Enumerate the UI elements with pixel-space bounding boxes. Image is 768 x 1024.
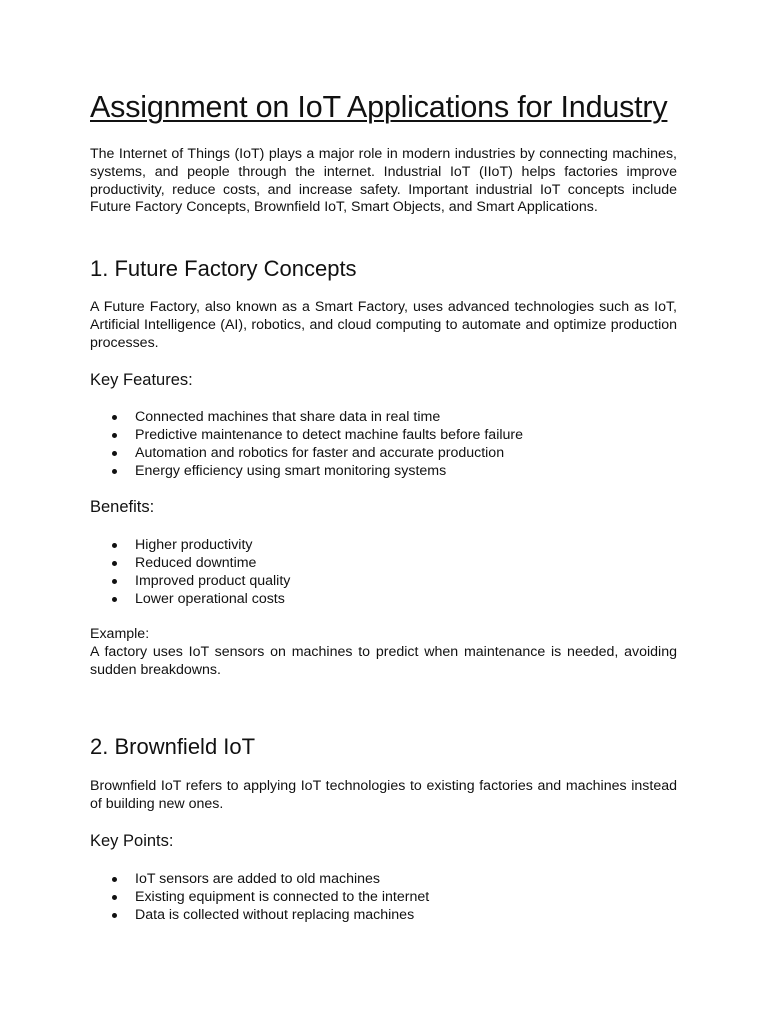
document-page (90, 0, 677, 1024)
bullet-icon (112, 561, 117, 566)
bullet-icon (112, 895, 117, 900)
list-item (90, 590, 290, 608)
list-item (90, 426, 523, 444)
document-title: Assignment on IoT Applications for Industry (90, 90, 668, 124)
key-points-list (90, 870, 429, 924)
bullet-icon (112, 877, 117, 882)
list-item (90, 870, 429, 888)
bullet-icon (112, 469, 117, 474)
list-item (90, 906, 429, 924)
list-item-text: Predictive maintenance to detect machine faults before failure (135, 427, 524, 443)
section-1-body: A Future Factory, also known as a Smart Factory, uses advanced technologies such as IoT, Artificial Intelligence (AI), robotics, and cloud computing to automate and optimize production processes. (90, 299, 677, 351)
intro-paragraph: The Internet of Things (IoT) plays a major role in modern industries by connecting machines, systems, and people through the internet. Industrial IoT (IIoT) helps factories improve productivity, reduce costs, and increase safety. Important industrial IoT concepts include Future Factory Concepts, Brownfield IoT, Smart Objects, and Smart Applications. (90, 146, 677, 216)
list-item-text: Existing equipment is connected to the internet (135, 889, 430, 905)
example-text: A factory uses IoT sensors on machines to predict when maintenance is needed, avoiding sudden breakdowns. (90, 644, 677, 678)
list-item (90, 572, 290, 590)
example-label: Example: (90, 626, 150, 642)
bullet-icon (112, 543, 117, 548)
key-features-heading: Key Features: (90, 371, 193, 389)
list-item-text: Lower operational costs (135, 591, 285, 607)
benefits-heading: Benefits: (90, 498, 155, 516)
bullet-icon (112, 433, 117, 438)
key-points-heading: Key Points: (90, 832, 174, 850)
list-item-text: IoT sensors are added to old machines (135, 871, 381, 887)
bullet-icon (112, 913, 117, 918)
list-item (90, 554, 290, 572)
bullet-icon (112, 597, 117, 602)
list-item (90, 444, 523, 462)
key-features-list (90, 408, 523, 480)
list-item-text: Automation and robotics for faster and accurate production (135, 445, 505, 461)
list-item-text: Data is collected without replacing machines (135, 907, 415, 923)
list-item-text: Reduced downtime (135, 555, 257, 571)
list-item-text: Connected machines that share data in real time (135, 409, 441, 425)
bullet-icon (112, 415, 117, 420)
list-item-text: Energy efficiency using smart monitoring systems (135, 463, 447, 479)
benefits-list (90, 536, 290, 608)
list-item-text: Higher productivity (135, 537, 253, 553)
list-item (90, 536, 290, 554)
list-item (90, 462, 523, 480)
list-item-text: Improved product quality (135, 573, 291, 589)
bullet-icon (112, 579, 117, 584)
list-item (90, 408, 523, 426)
section-1-heading: 1. Future Factory Concepts (90, 256, 357, 281)
section-2-heading: 2. Brownfield IoT (90, 734, 256, 759)
bullet-icon (112, 451, 117, 456)
section-2-body: Brownfield IoT refers to applying IoT technologies to existing factories and machines instead of building new ones. (90, 778, 677, 812)
list-item (90, 888, 429, 906)
